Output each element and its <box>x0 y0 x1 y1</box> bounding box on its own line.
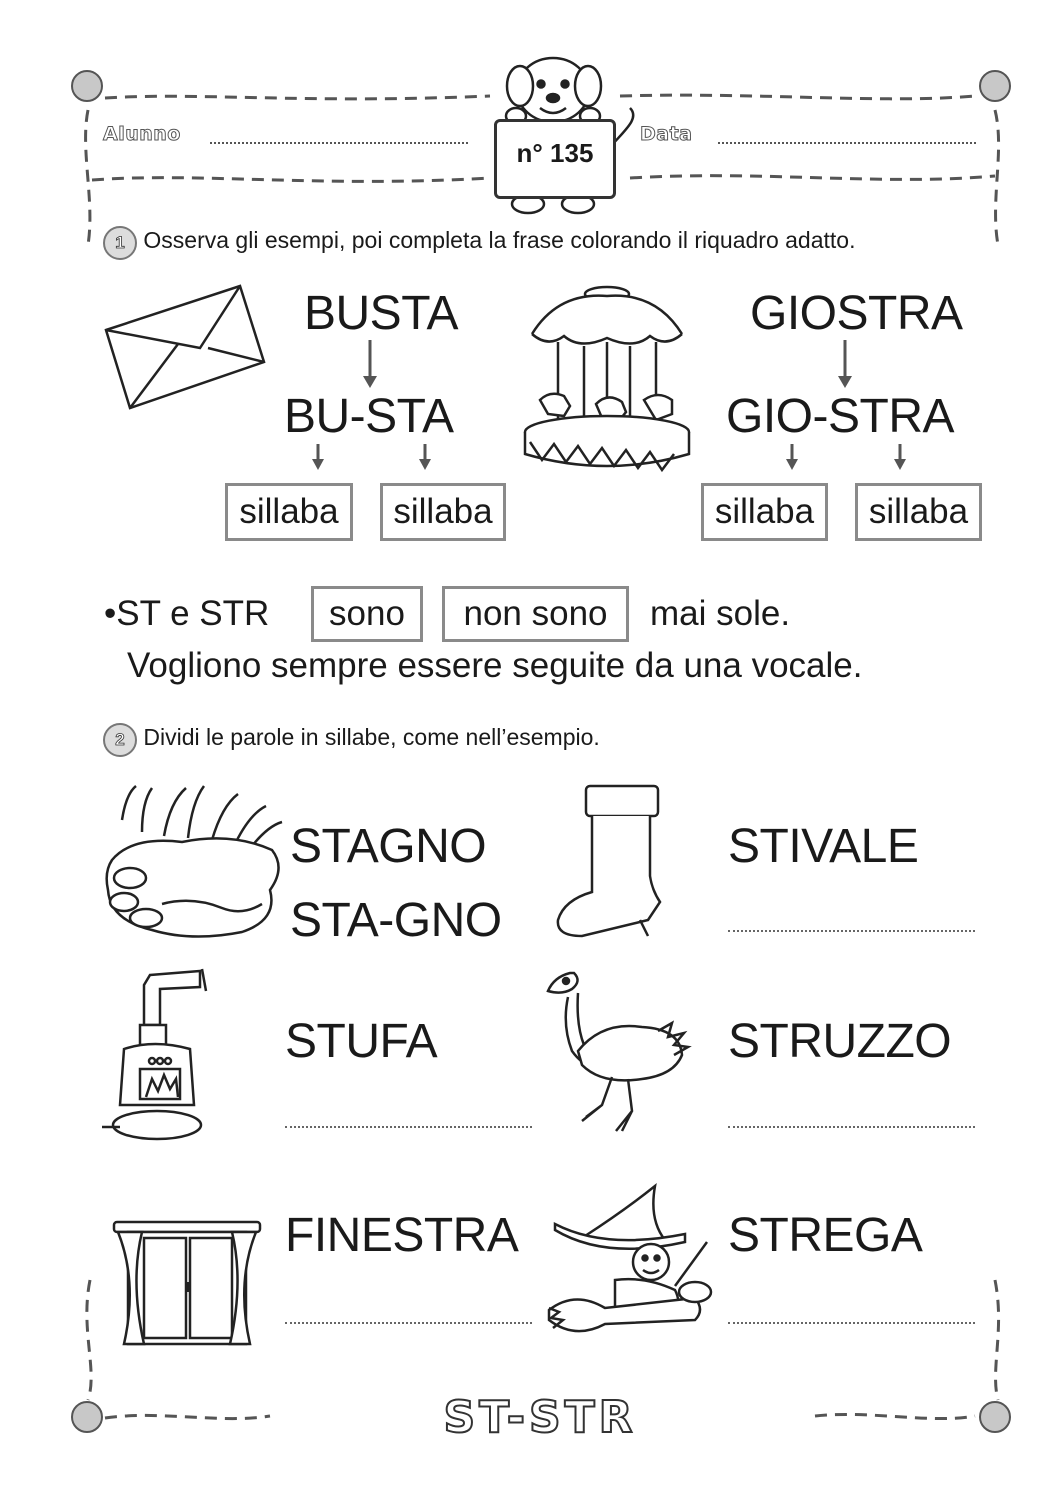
window-illustration <box>104 1212 270 1352</box>
rule-line-1 <box>104 594 269 634</box>
answer-line-finestra[interactable] <box>285 1322 532 1324</box>
word-struzzo: STRUZZO <box>728 1015 952 1068</box>
word-stivale: STIVALE <box>728 820 919 873</box>
arrow-down-icon <box>306 442 330 472</box>
rule-line-2: Vogliono sempre essere seguite da una vocale. <box>127 646 863 685</box>
word-stufa: STUFA <box>285 1015 438 1068</box>
exercise-2-text: Dividi le parole in sillabe, come nell’esempio. <box>143 724 600 750</box>
arrow-down-icon <box>358 338 382 390</box>
arrow-down-icon <box>780 442 804 472</box>
syllable-box: sillaba <box>701 483 828 541</box>
word-stagno: STAGNO <box>290 820 487 873</box>
ostrich-illustration <box>542 965 692 1143</box>
syllable-box: sillaba <box>855 483 982 541</box>
witch-illustration <box>545 1180 725 1342</box>
busta-word: BUSTA <box>304 287 458 340</box>
answer-line-stivale[interactable] <box>728 930 975 932</box>
answer-line-strega[interactable] <box>728 1322 975 1324</box>
busta-split: BU-STA <box>284 390 454 443</box>
word-finestra: FINESTRA <box>285 1209 519 1262</box>
stove-illustration <box>100 965 212 1147</box>
syllable-box: sillaba <box>380 483 506 541</box>
syllable-box: sillaba <box>225 483 353 541</box>
pond-illustration <box>102 780 288 945</box>
alunno-name-line[interactable] <box>210 142 468 144</box>
exercise-2-instruction <box>103 723 600 757</box>
choice-box-non-sono[interactable]: non sono <box>442 586 629 642</box>
alunno-label: Alunno <box>103 123 181 145</box>
giostra-word: GIOSTRA <box>750 287 963 340</box>
bullet: • <box>104 594 117 633</box>
rule-prefix: ST e STR <box>116 594 270 633</box>
arrow-down-icon <box>888 442 912 472</box>
arrow-down-icon <box>833 338 857 390</box>
boot-illustration <box>552 780 664 942</box>
word-strega: STREGA <box>728 1209 923 1262</box>
arrow-down-icon <box>413 442 437 472</box>
exercise-2-badge: 2 <box>103 723 137 757</box>
exercise-1-badge: 1 <box>103 226 137 260</box>
sheet-number-box <box>494 119 616 199</box>
answer-line-stufa[interactable] <box>285 1126 532 1128</box>
answer-line-struzzo[interactable] <box>728 1126 975 1128</box>
rule-suffix: mai sole. <box>650 594 791 633</box>
footer-title: ST-STR <box>443 1392 637 1443</box>
answer-stagno: STA-GNO <box>290 894 502 947</box>
exercise-1-text: Osserva gli esempi, poi completa la frase colorando il riquadro adatto. <box>143 227 856 253</box>
carousel-illustration <box>518 282 696 474</box>
sheet-number: n° 135 <box>516 138 594 168</box>
envelope-illustration <box>100 282 270 412</box>
giostra-split: GIO-STRA <box>726 390 955 443</box>
data-label: Data <box>640 123 693 145</box>
choice-box-sono[interactable]: sono <box>311 586 423 642</box>
exercise-1-instruction <box>103 226 855 260</box>
date-line[interactable] <box>718 142 976 144</box>
